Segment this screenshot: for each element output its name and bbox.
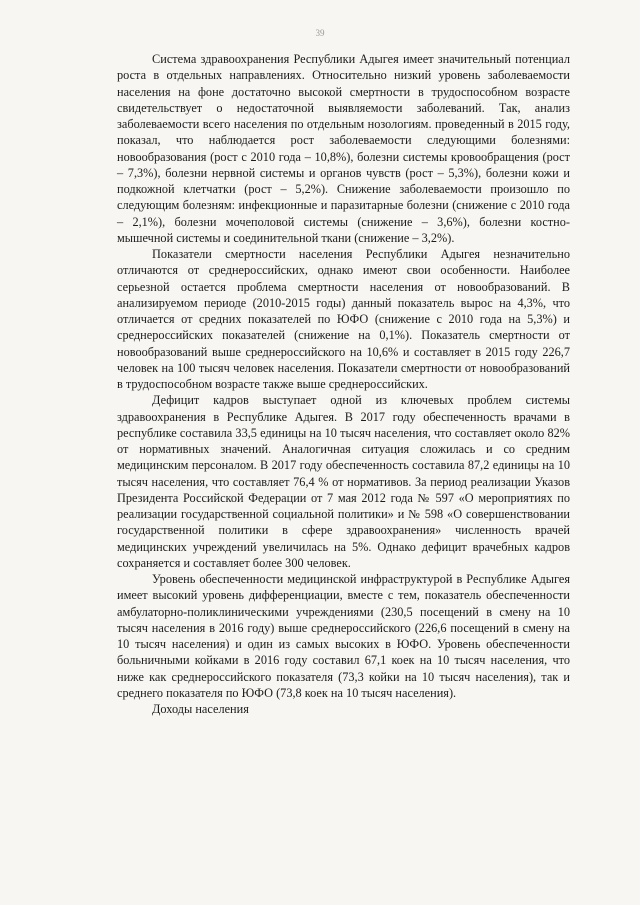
document-body bbox=[117, 51, 570, 717]
page-number: 39 bbox=[315, 28, 325, 38]
paragraph-mortality: Показатели смертности населения Республики Адыгея незначительно отличаются от среднероссийских, однако имеют свои особенности. Наиболее серьезной остается проблема смертности населения от новообразований. В анализируемом периоде (2010-2015 годы) данный показатель вырос на 4,3%, что отличается от средних показателей по ЮФО (снижение с 2010 года на 5,3%) и среднероссийских показателей (снижение на 0,1%). Показатель смертности от новообразований выше среднероссийского на 10,6% и составляет в 2015 году 226,7 человек на 100 тысяч человек населения. Показатели смертности от новообразований в трудоспособном возрасте также выше среднероссийских. bbox=[117, 247, 570, 391]
paragraph-healthcare-potential: Система здравоохранения Республики Адыгея имеет значительный потенциал роста в отдельных направлениях. Относительно низкий уровень заболеваемости населения на фоне достаточно высокой смертности в трудоспособном возрасте свидетельствует о недостаточной выявляемости заболеваний. Так, анализ заболеваемости всего населения по отдельным нозологиям. проведенный в 2015 году, показал, что наблюдается рост заболеваемости следующими болезнями: новообразования (рост с 2010 года – 10,8%), болезни системы кровообращения (рост – 7,3%), болезни нервной системы и органов чувств (рост – 5,3%), болезни кожи и подкожной клетчатки (рост – 5,2%). Снижение заболеваемости произошло по следующим болезням: инфекционные и паразитарные болезни (снижение с 2010 года – 2,1%), болезни мочеполовой системы (снижение – 3,6%), болезни костно-мышечной системы и соединительной ткани (снижение – 3,2%). bbox=[117, 52, 570, 245]
paragraph-staff-deficit: Дефицит кадров выступает одной из ключевых проблем системы здравоохранения в Республике Адыгея. В 2017 году обеспеченность врачами в республике составила 33,5 единицы на 10 тысяч населения, что составляет около 82% от нормативных значений. Аналогичная ситуация сложилась и со средним медицинским персоналом. В 2017 году обеспеченность составила 87,2 единицы на 10 тысяч населения, что составляет 76,4 % от нормативов. За период реализации Указов Президента Российской Федерации от 7 мая 2012 года № 597 «О мероприятиях по реализации государственной социальной политики» и № 598 «О совершенствовании государственной политики в сфере здравоохранения» численность врачей медицинских учреждений увеличилась на 5%. Однако дефицит врачебных кадров сохраняется и составляет более 300 человек. bbox=[117, 393, 570, 570]
paragraph-infrastructure: Уровень обеспеченности медицинской инфраструктурой в Республике Адыгея имеет высокий уровень дифференциации, вместе с тем, показатель обеспеченности амбулаторно-поликлиническими учреждениями (230,5 посещений в смену на 10 тысяч населения в 2016 году) выше среднероссийского (226,6 посещений в смену на 10 тысяч населения) и один из самых высоких в ЮФО. Уровень обеспеченности больничными койками в 2016 году составил 67,1 коек на 10 тысяч населения, что ниже как среднероссийского показателя (73,3 койки на 10 тысяч населения), так и среднего показателя по ЮФО (73,8 коек на 10 тысяч населения). bbox=[117, 572, 570, 700]
section-heading-income: Доходы населения bbox=[152, 702, 249, 716]
